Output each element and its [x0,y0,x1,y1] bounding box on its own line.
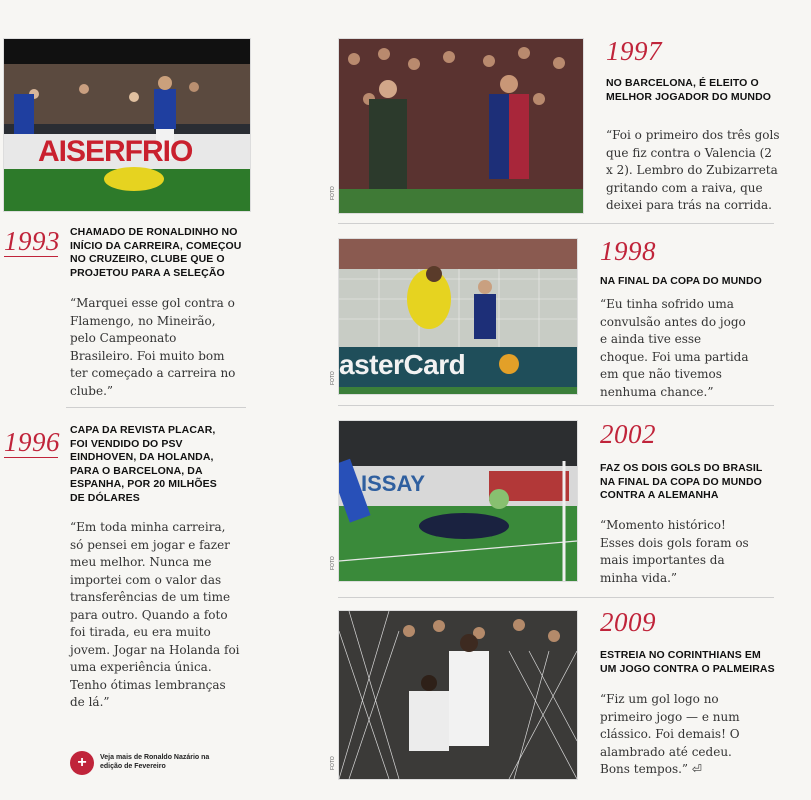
year-1996: 1996 [4,427,60,457]
photo-2009 [338,610,578,780]
year-2009: 2009 [600,607,656,637]
photo-credit: FOTO [330,756,336,770]
headline-2002: FAZ OS DOIS GOLS DO BRASIL NA FINAL DA COPA DO MUNDO CONTRA A ALEMANHA [600,462,763,501]
magazine-logo: + [70,751,94,775]
headline-1998: NA FINAL DA COPA DO MUNDO [600,275,762,287]
quote-1993: “Marquei esse gol contra o Flamengo, no Mineirão, pelo Campeonato Brasileiro. Foi muito bom ter começado a carreira no clube.” [70,296,236,398]
year-underline [4,256,58,257]
divider [338,405,774,406]
year-underline [4,457,58,458]
quote-1996: “Em toda minha carreira, só pensei em jogar e fazer meu melhor. Nunca me importei com o valor das transferências de um time para outro. Quando a foto foi tirada, eu era muito jovem. Jogar na Holanda foi uma experiência única. Tenho ótimas lembranças de lá.” [70,520,240,709]
footer-note: Veja mais de Ronaldo Nazário na edição de Fevereiro [100,754,210,770]
year-1993: 1993 [4,226,60,256]
photo-1998 [338,238,578,395]
photo-credit: FOTO [330,186,336,200]
headline-2009: ESTREIA NO CORINTHIANS EM UM JOGO CONTRA O PALMEIRAS [600,649,775,675]
photo-caption-1993: AISERFRIO [38,135,193,168]
headline-1996: CAPA DA REVISTA PLACAR, FOI VENDIDO DO PSV EINDHOVEN, DA HOLANDA, PARA O BARCELONA, DA ESPANHA, POR 20 MILHÕES DE DÓLARES [70,424,217,504]
year-2002: 2002 [600,419,656,449]
quote-1998: “Eu tinha sofrido uma convulsão antes do jogo e ainda tive esse choque. Foi uma partida em que não tivemos nenhuma chance.” [600,297,749,399]
year-1997: 1997 [606,36,662,66]
photo-caption-2002: ISSAY [361,471,426,496]
divider [338,597,774,598]
year-1998: 1998 [600,236,656,266]
divider [338,223,774,224]
photo-2002 [338,420,578,582]
photo-caption-1998: asterCard [339,349,466,380]
photo-credit: FOTO [330,556,336,570]
photo-credit: FOTO [330,371,336,385]
photo-1997 [338,38,584,214]
quote-2009: “Fiz um gol logo no primeiro jogo — e num clássico. Foi demais! O alambrado até cedeu. Bons tempos.” ⏎ [600,692,740,776]
divider [66,407,246,408]
quote-1997: “Foi o primeiro dos três gols que fiz contra o Valencia (2 x 2). Lembro do Zubizarreta gritando com a raiva, que deixei para trás na corrida. [606,128,780,212]
headline-1997: NO BARCELONA, É ELEITO O MELHOR JOGADOR DO MUNDO [606,77,772,103]
headline-1993: CHAMADO DE RONALDINHO NO INÍCIO DA CARREIRA, COMEÇOU NO CRUZEIRO, CLUBE QUE O PROJETOU PARA A SELEÇÃO [70,226,242,279]
photo-1993 [3,38,251,212]
quote-2002: “Momento histórico! Esses dois gols foram os mais importantes da minha vida.” [600,518,749,585]
